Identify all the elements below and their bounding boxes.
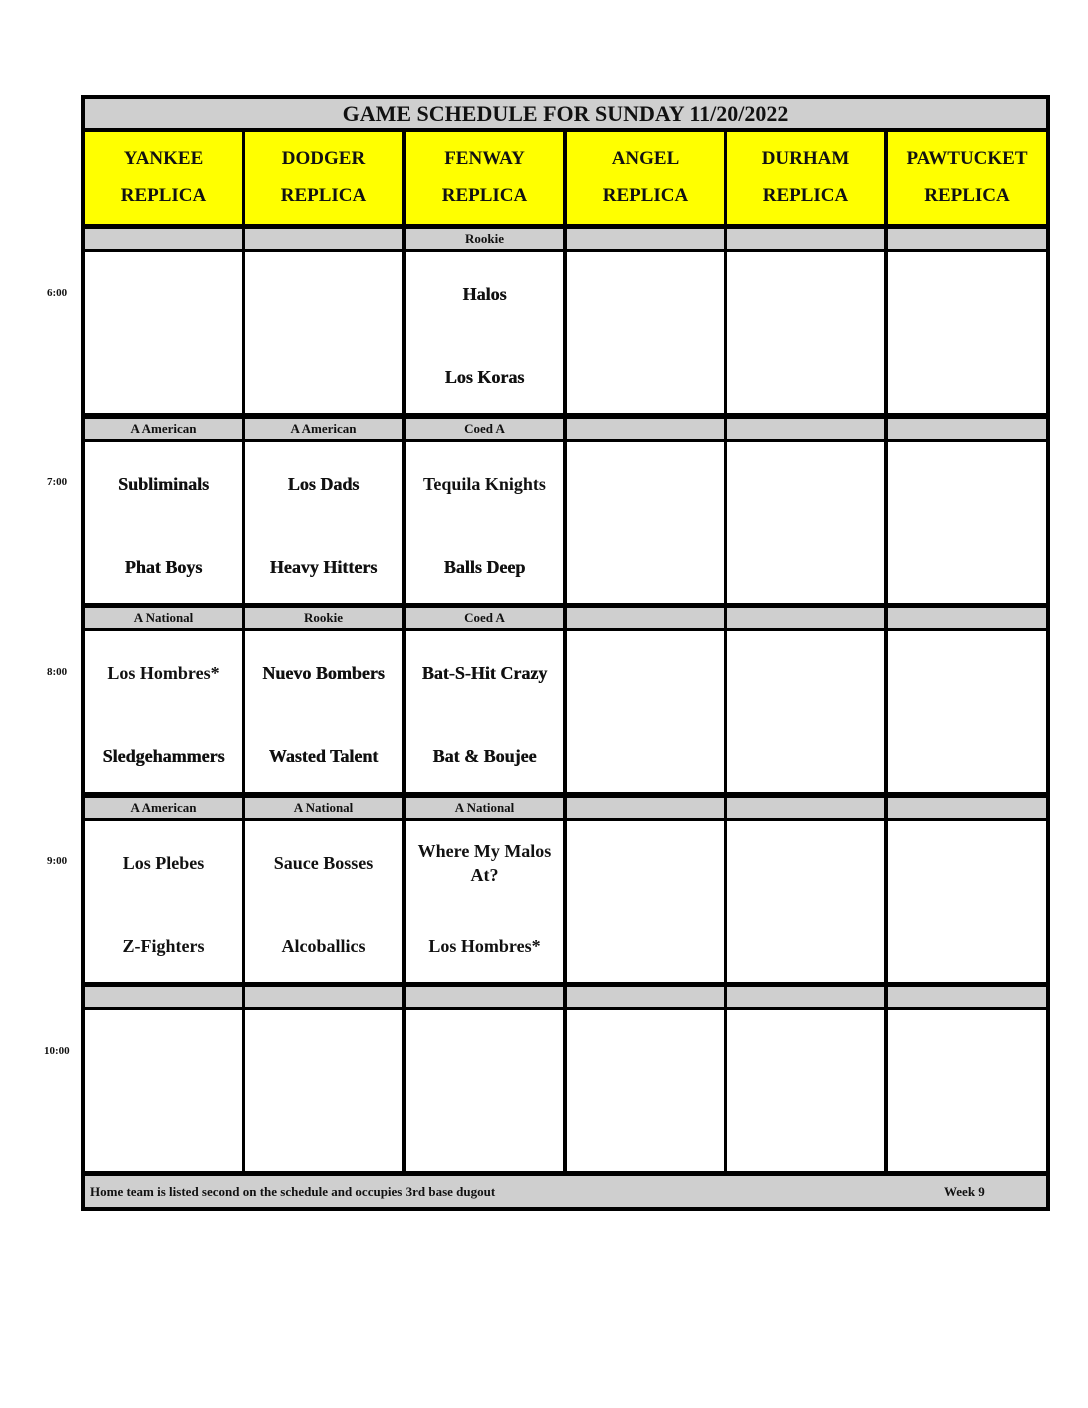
division-label bbox=[406, 987, 563, 1007]
division-label: A National bbox=[406, 798, 563, 818]
home-team: Bat & Boujee bbox=[432, 746, 537, 766]
division-label: A National bbox=[245, 798, 402, 818]
field-name: ANGEL bbox=[611, 148, 680, 169]
field-name: FENWAY bbox=[444, 148, 525, 169]
home-team: Z-Fighters bbox=[122, 936, 205, 956]
game-cell bbox=[567, 1010, 724, 1171]
away-team: Los Hombres* bbox=[107, 663, 220, 683]
away-team: Los Dads bbox=[287, 474, 360, 494]
home-team: Heavy Hitters bbox=[269, 557, 378, 577]
division-label: Coed A bbox=[406, 608, 563, 628]
away-team: Tequila Knights bbox=[423, 474, 546, 494]
home-team: Wasted Talent bbox=[268, 746, 379, 766]
division-label bbox=[567, 608, 724, 628]
home-team: Phat Boys bbox=[124, 557, 203, 577]
game-cell bbox=[727, 821, 884, 982]
division-label: A National bbox=[85, 608, 242, 628]
game-cell bbox=[567, 631, 724, 792]
home-team: Los Koras bbox=[444, 367, 525, 387]
division-label bbox=[567, 987, 724, 1007]
division-label bbox=[245, 229, 402, 249]
time-label: 10:00 bbox=[44, 1045, 70, 1057]
home-team: Balls Deep bbox=[443, 557, 526, 577]
game-cell bbox=[888, 821, 1046, 982]
division-label bbox=[888, 229, 1046, 249]
game-cell bbox=[85, 821, 242, 982]
division-label bbox=[727, 798, 884, 818]
field-header bbox=[727, 132, 884, 224]
footer-note: Home team is listed second on the schedule and occupies 3rd base dugout bbox=[90, 1184, 496, 1199]
field-header bbox=[888, 132, 1046, 224]
game-cell bbox=[567, 442, 724, 603]
game-cell bbox=[245, 631, 402, 792]
field-header bbox=[85, 132, 242, 224]
division-label bbox=[888, 419, 1046, 439]
division-label: A American bbox=[245, 419, 402, 439]
division-label bbox=[888, 608, 1046, 628]
field-header bbox=[245, 132, 402, 224]
away-team: Bat-S-Hit Crazy bbox=[421, 663, 548, 683]
division-label bbox=[245, 987, 402, 1007]
field-subtitle: REPLICA bbox=[280, 185, 367, 206]
away-team: Sauce Bosses bbox=[273, 853, 374, 873]
game-cell bbox=[567, 821, 724, 982]
week-label: Week 9 bbox=[944, 1184, 985, 1199]
division-label bbox=[888, 798, 1046, 818]
away-team: Halos bbox=[462, 284, 507, 304]
away-team: Los Plebes bbox=[122, 853, 205, 873]
game-cell bbox=[245, 1010, 402, 1171]
game-cell bbox=[567, 252, 724, 413]
game-cell bbox=[727, 631, 884, 792]
game-cell bbox=[888, 631, 1046, 792]
page-title: GAME SCHEDULE FOR SUNDAY 11/20/2022 bbox=[85, 99, 1046, 128]
away-team: Subliminals bbox=[117, 474, 210, 494]
game-cell bbox=[245, 252, 402, 413]
division-label bbox=[888, 987, 1046, 1007]
game-cell bbox=[406, 631, 563, 792]
field-name: PAWTUCKET bbox=[906, 148, 1028, 169]
division-label bbox=[727, 987, 884, 1007]
division-label: A American bbox=[85, 419, 242, 439]
game-cell bbox=[727, 252, 884, 413]
division-label bbox=[567, 229, 724, 249]
division-label bbox=[567, 798, 724, 818]
field-subtitle: REPLICA bbox=[602, 185, 689, 206]
game-cell bbox=[727, 442, 884, 603]
away-team: Where My Malos At? bbox=[417, 841, 552, 885]
division-label: Coed A bbox=[406, 419, 563, 439]
time-label: 7:00 bbox=[47, 476, 68, 488]
game-cell bbox=[406, 252, 563, 413]
division-label: Rookie bbox=[245, 608, 402, 628]
footer-bar bbox=[85, 1176, 1046, 1207]
division-label bbox=[727, 419, 884, 439]
field-name: DURHAM bbox=[761, 148, 850, 169]
home-team: Sledgehammers bbox=[102, 746, 225, 766]
game-cell bbox=[406, 442, 563, 603]
game-cell bbox=[888, 252, 1046, 413]
division-label: A American bbox=[85, 798, 242, 818]
division-label bbox=[567, 419, 724, 439]
division-label bbox=[727, 608, 884, 628]
game-cell bbox=[888, 442, 1046, 603]
time-label: 6:00 bbox=[47, 287, 68, 299]
division-label: Rookie bbox=[406, 229, 563, 249]
field-subtitle: REPLICA bbox=[441, 185, 528, 206]
field-subtitle: REPLICA bbox=[762, 185, 849, 206]
game-cell bbox=[727, 1010, 884, 1171]
home-team: Los Hombres* bbox=[428, 936, 541, 956]
game-cell bbox=[245, 821, 402, 982]
field-name: DODGER bbox=[281, 148, 366, 169]
game-cell bbox=[85, 631, 242, 792]
game-cell bbox=[85, 442, 242, 603]
away-team: Nuevo Bombers bbox=[262, 663, 385, 683]
game-cell bbox=[85, 252, 242, 413]
game-cell bbox=[85, 1010, 242, 1171]
game-cell bbox=[406, 1010, 563, 1171]
field-header bbox=[406, 132, 563, 224]
home-team: Alcoballics bbox=[281, 936, 366, 956]
game-cell bbox=[888, 1010, 1046, 1171]
division-label bbox=[727, 229, 884, 249]
game-cell bbox=[406, 821, 563, 982]
time-label: 8:00 bbox=[47, 666, 68, 678]
field-name: YANKEE bbox=[123, 148, 204, 169]
field-subtitle: REPLICA bbox=[924, 185, 1010, 206]
division-label bbox=[85, 987, 242, 1007]
field-header bbox=[567, 132, 724, 224]
division-label bbox=[85, 229, 242, 249]
game-cell bbox=[245, 442, 402, 603]
field-subtitle: REPLICA bbox=[120, 185, 207, 206]
time-label: 9:00 bbox=[47, 855, 68, 867]
